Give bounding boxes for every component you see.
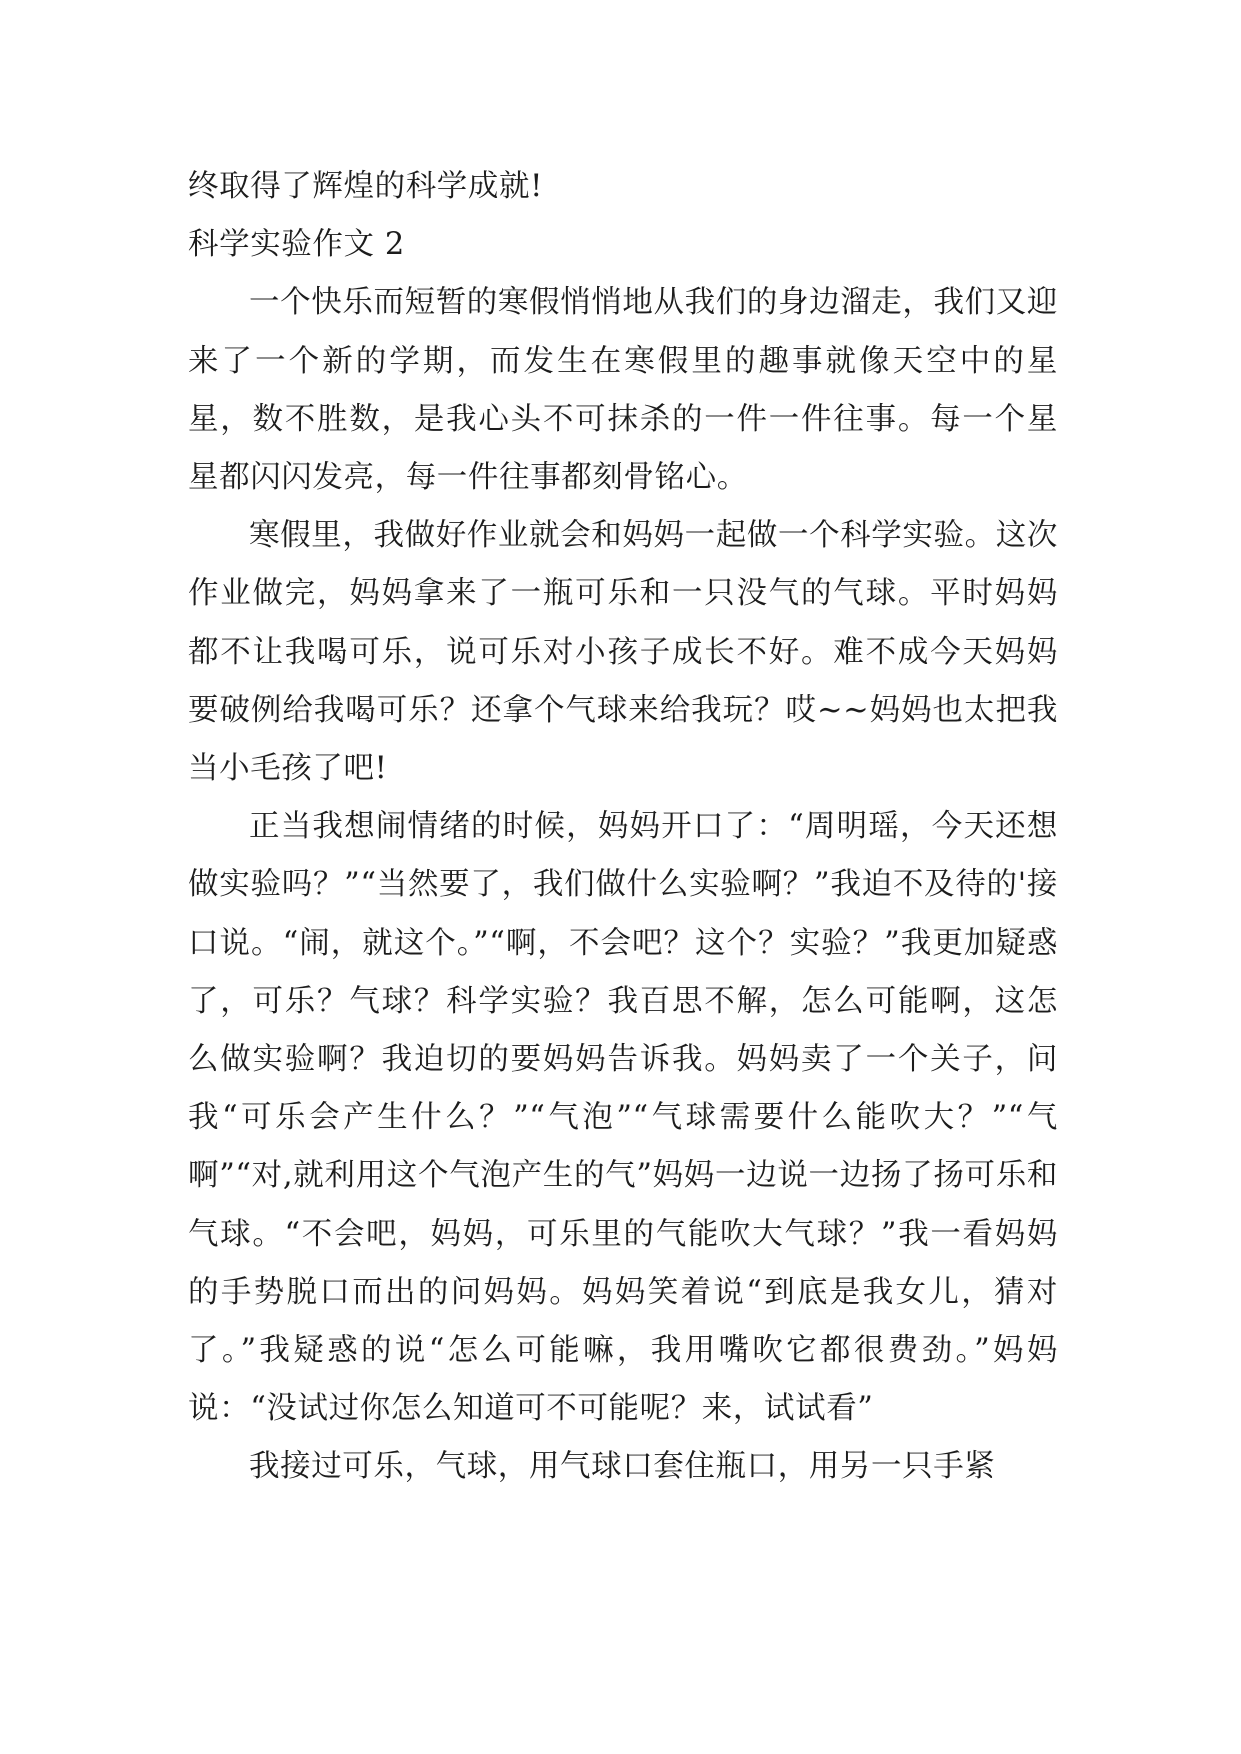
- document-body: [188, 158, 1058, 1497]
- paragraph-4: 我接过可乐，气球，用气球口套住瓶口，用另一只手紧: [249, 1449, 996, 1485]
- lead-line: 终取得了辉煌的科学成就!: [188, 169, 543, 204]
- essay-heading: 科学实验作文 2: [188, 227, 405, 263]
- paragraph-2: 寒假里，我做好作业就会和妈妈一起做一个科学实验。这次作业做完，妈妈拿来了一瓶可乐和一只没气的气球。平时妈妈都不让我喝可乐，说可乐对小孩子成长不好。难不成今天妈妈要破例给我喝可乐？还拿个气球来给我玩？哎~~妈妈也太把我当小毛孩了吧!: [188, 518, 1058, 787]
- paragraph-1: 一个快乐而短暂的寒假悄悄地从我们的身边溜走，我们又迎来了一个新的学期，而发生在寒假里的趣事就像天空中的星星，数不胜数，是我心头不可抹杀的一件一件往事。每一个星星都闪闪发亮，每一件往事都刻骨铭心。: [188, 285, 1058, 496]
- paragraph-3: 正当我想闹情绪的时候，妈妈开口了：“周明瑶，今天还想做实验吗？”“当然要了，我们做什么实验啊？”我迫不及待的'接口说。“闹，就这个。”“啊，不会吧？这个？实验？”我更加疑惑了，可乐？气球？科学实验？我百思不解，怎么可能啊，这怎么做实验啊？我迫切的要妈妈告诉我。妈妈卖了一个关子，问我“可乐会产生什么？”“气泡”“气球需要什么能吹大？”“气啊”“对,就利用这个气泡产生的气”妈妈一边说一边扬了扬可乐和气球。“不会吧，妈妈，可乐里的气能吹大气球？”我一看妈妈的手势脱口而出的问妈妈。妈妈笑着说“到底是我女儿，猜对了。”我疑惑的说“怎么可能嘛，我用嘴吹它都很费劲。”妈妈说：“没试过你怎么知道可不可能呢？来，试试看”: [188, 809, 1058, 1427]
